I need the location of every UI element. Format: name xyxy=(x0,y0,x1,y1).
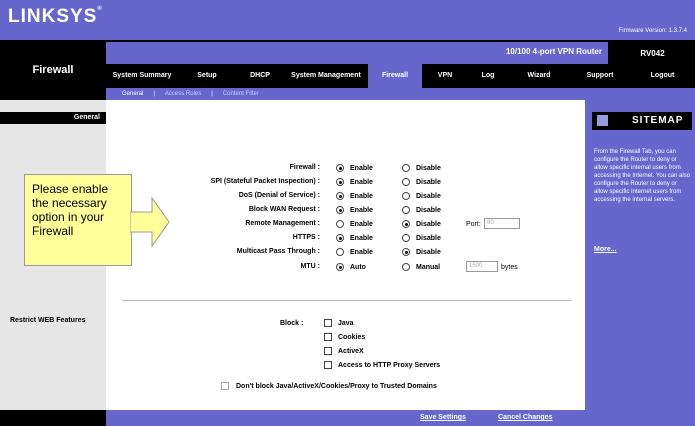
page-title: Firewall xyxy=(32,64,74,76)
tab-vpn[interactable]: VPN xyxy=(437,72,453,79)
block-wan-label: Block WAN Request : xyxy=(248,206,320,213)
mtu-manual-label: Manual xyxy=(416,264,441,271)
subtab-separator: | xyxy=(153,91,155,97)
activex-label: ActiveX xyxy=(338,348,364,355)
https-disable-label: Disable xyxy=(416,235,441,242)
dos-enable-label: Enable xyxy=(350,193,373,200)
dos-enable-radio[interactable] xyxy=(336,192,344,200)
port-input[interactable]: 80 xyxy=(484,218,520,229)
mtu-unit: bytes xyxy=(501,264,518,271)
mtu-manual-radio[interactable] xyxy=(402,263,410,271)
left-label-general: General xyxy=(0,112,106,124)
callout-text: Please enable the necessary option in your Firewall xyxy=(32,182,109,238)
logo-text: LINKSYS xyxy=(8,6,98,27)
tab-log[interactable]: Log xyxy=(481,72,495,79)
model-name: RV042 xyxy=(640,48,665,58)
activex-checkbox[interactable] xyxy=(324,347,332,355)
trusted-domains-checkbox[interactable] xyxy=(221,382,229,390)
tab-system-management[interactable]: System Management xyxy=(291,72,361,79)
product-bar xyxy=(106,42,608,64)
https-disable-radio[interactable] xyxy=(402,234,410,242)
https-enable-radio[interactable] xyxy=(336,234,344,242)
block-wan-disable-radio[interactable] xyxy=(402,206,410,214)
dos-disable-radio[interactable] xyxy=(402,192,410,200)
sitemap-header[interactable] xyxy=(592,112,692,130)
main-nav xyxy=(106,64,695,88)
subtab-general[interactable]: General xyxy=(122,91,144,97)
block-wan-disable-label: Disable xyxy=(416,207,441,214)
bottom-bar xyxy=(106,410,586,426)
section-divider xyxy=(122,300,572,301)
tab-system-summary[interactable]: System Summary xyxy=(112,72,172,79)
mtu-auto-label: Auto xyxy=(350,264,366,271)
firewall-enable-radio[interactable] xyxy=(336,164,344,172)
multicast-disable-label: Disable xyxy=(416,249,441,256)
firmware-version: Firmware Version: 1.3.7.4 xyxy=(618,28,687,34)
multicast-enable-radio[interactable] xyxy=(336,248,344,256)
multicast-disable-radio[interactable] xyxy=(402,248,410,256)
sitemap-description: From the Firewall Tab, you can configure the Router to deny or allow specific internal users from accessing the Internet. You can also configure the Router to deny or allow specific Internet users from accessing the internal servers. xyxy=(594,149,691,203)
block-wan-enable-label: Enable xyxy=(350,207,373,214)
tab-dhcp[interactable]: DHCP xyxy=(250,72,270,79)
port-label: Port: xyxy=(466,221,481,228)
sitemap-title: SITEMAP xyxy=(632,115,684,126)
block-wan-enable-radio[interactable] xyxy=(336,206,344,214)
firewall-label: Firewall : xyxy=(289,164,320,171)
subtab-separator: | xyxy=(211,91,213,97)
remote-mgmt-disable-radio[interactable] xyxy=(402,220,410,228)
remote-mgmt-enable-radio[interactable] xyxy=(336,220,344,228)
https-label: HTTPS : xyxy=(292,234,320,241)
tab-setup[interactable]: Setup xyxy=(197,72,217,79)
sub-nav xyxy=(106,88,695,100)
remote-mgmt-label: Remote Management : xyxy=(245,220,320,227)
java-checkbox[interactable] xyxy=(324,319,332,327)
dos-disable-label: Disable xyxy=(416,193,441,200)
firewall-disable-label: Disable xyxy=(416,165,441,172)
block-label: Block : xyxy=(280,320,304,327)
tab-logout[interactable]: Logout xyxy=(650,72,675,79)
tab-wizard[interactable]: Wizard xyxy=(527,72,551,79)
bottom-left-band xyxy=(0,410,106,426)
dos-label: DoS (Denial of Service) : xyxy=(238,192,320,199)
subtab-content-filter[interactable]: Content Filter xyxy=(222,91,259,97)
multicast-enable-label: Enable xyxy=(350,249,373,256)
subtab-access-rules[interactable]: Access Rules xyxy=(164,91,202,97)
linksys-logo xyxy=(8,6,103,28)
proxy-label: Access to HTTP Proxy Servers xyxy=(338,362,441,369)
logo-mark: ® xyxy=(97,6,103,12)
save-settings-button[interactable]: Save Settings xyxy=(420,414,466,421)
mtu-label: MTU : xyxy=(300,263,320,270)
spi-disable-label: Disable xyxy=(416,179,441,186)
spi-disable-radio[interactable] xyxy=(402,178,410,186)
cookies-checkbox[interactable] xyxy=(324,333,332,341)
trusted-domains-label: Don't block Java/ActiveX/Cookies/Proxy to Trusted Domains xyxy=(236,383,437,390)
mtu-auto-radio[interactable] xyxy=(336,263,344,271)
sitemap-icon xyxy=(597,115,608,126)
remote-mgmt-enable-label: Enable xyxy=(350,221,373,228)
spi-enable-label: Enable xyxy=(350,179,373,186)
spi-label: SPI (Stateful Packet Inspection) : xyxy=(210,178,320,185)
firewall-enable-label: Enable xyxy=(350,165,373,172)
cookies-label: Cookies xyxy=(338,334,366,341)
remote-mgmt-disable-label: Disable xyxy=(416,221,441,228)
proxy-checkbox[interactable] xyxy=(324,361,332,369)
tab-firewall[interactable]: Firewall xyxy=(368,64,422,88)
firewall-disable-radio[interactable] xyxy=(402,164,410,172)
spi-enable-radio[interactable] xyxy=(336,178,344,186)
more-link[interactable]: More... xyxy=(594,246,617,253)
top-header xyxy=(0,0,695,40)
tab-support[interactable]: Support xyxy=(586,72,614,79)
cancel-changes-button[interactable]: Cancel Changes xyxy=(498,414,553,421)
product-name: 10/100 4-port VPN Router xyxy=(505,47,602,56)
https-enable-label: Enable xyxy=(350,235,373,242)
left-label-restrict: Restrict WEB Features xyxy=(10,317,86,324)
callout-arrow-icon xyxy=(130,196,170,248)
java-label: Java xyxy=(338,320,354,327)
mtu-input[interactable]: 1500 xyxy=(466,261,498,272)
multicast-label: Multicast Pass Through : xyxy=(236,248,320,255)
